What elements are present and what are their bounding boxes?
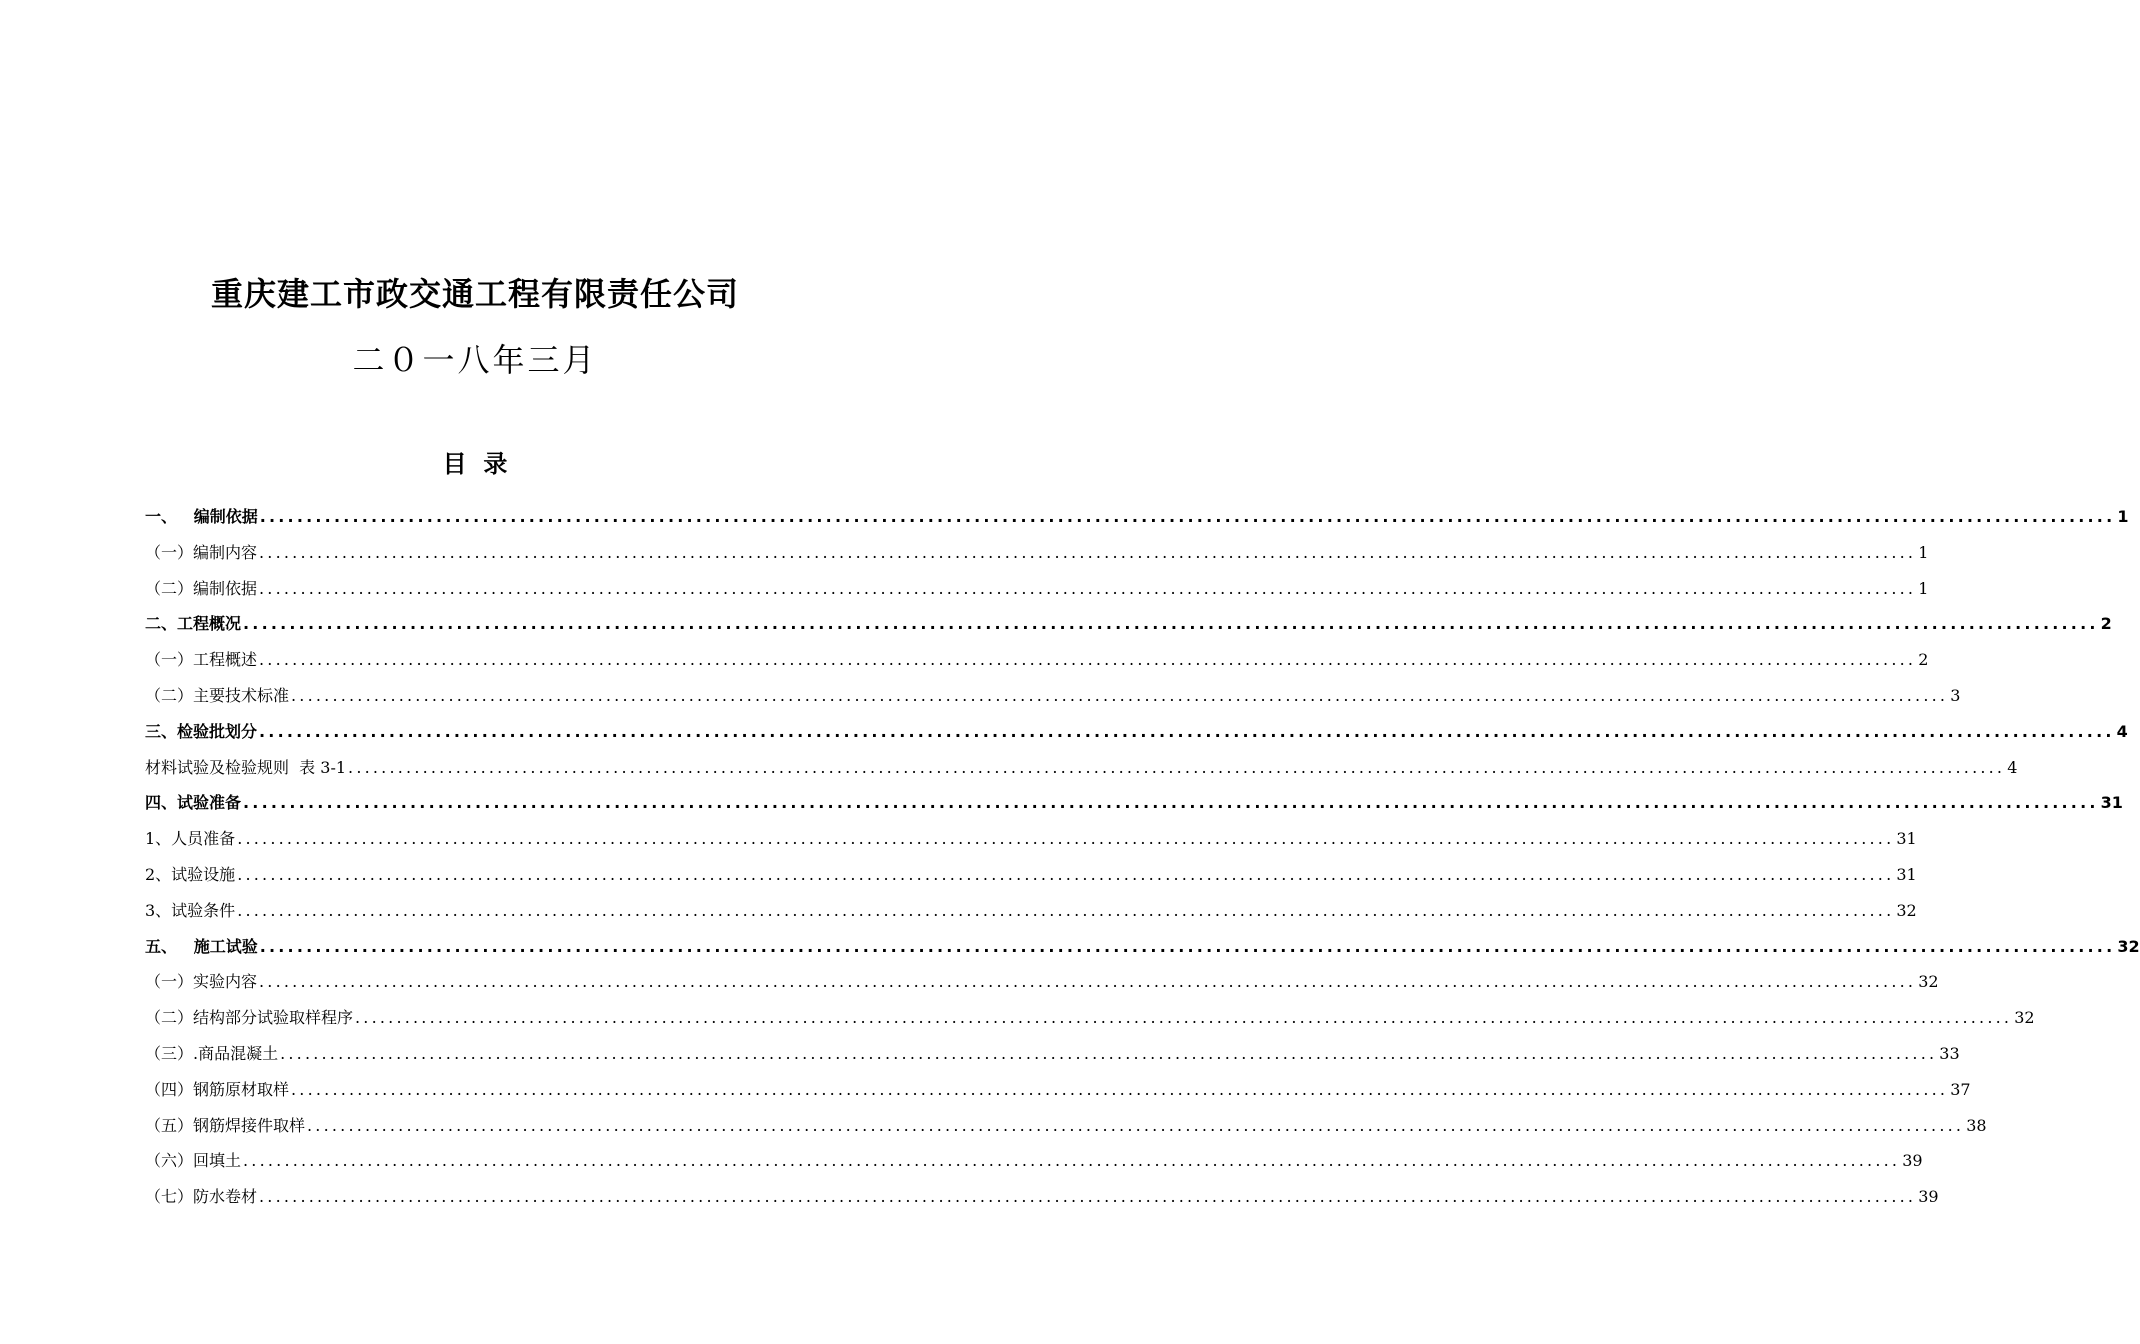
toc-dot-leader: ........................................................................................................................................................................................................ (259, 721, 2115, 741)
toc-item-label: 一、 编制依据 (145, 507, 258, 526)
toc-item[interactable] (145, 786, 2123, 822)
toc-item-label: （三）.商品混凝土 (145, 1043, 279, 1063)
toc-dot-leader: ........................................................................................................................................................................................................ (291, 685, 1949, 705)
table-of-contents (145, 500, 2140, 1216)
toc-item[interactable] (145, 894, 1917, 930)
toc-item-label: 1、人员准备 (145, 829, 236, 849)
toc-item-page: 32 (1896, 900, 1917, 920)
toc-item-page: 1 (1918, 578, 1929, 598)
toc-item-page: 2 (1918, 650, 1929, 670)
toc-item-label: （一）编制内容 (145, 542, 258, 562)
toc-item-page: 31 (2100, 793, 2123, 813)
toc-dot-leader: ........................................................................................................................................................................................................ (348, 757, 2006, 777)
toc-item-label: 3、试验条件 (145, 900, 236, 920)
toc-item-label: 三、检验批划分 (145, 721, 258, 741)
toc-item[interactable] (145, 607, 2112, 643)
toc-item[interactable] (145, 1180, 1939, 1216)
toc-dot-leader: ........................................................................................................................................................................................................ (243, 614, 2099, 634)
toc-item-page: 2 (2100, 614, 2112, 634)
toc-dot-leader: ........................................................................................................................................................................................................ (237, 829, 1895, 849)
document-date: 二０一八年三月 (352, 341, 598, 379)
toc-dot-leader: ........................................................................................................................................................................................................ (307, 1115, 1965, 1135)
toc-dot-leader: ........................................................................................................................................................................................................ (259, 650, 1917, 670)
toc-item[interactable] (145, 572, 1929, 608)
toc-dot-leader: ........................................................................................................................................................................................................ (291, 1079, 1949, 1099)
toc-title: 目 录 (442, 450, 508, 478)
toc-item-label: 材料试验及检验规则 表 3-1 (145, 757, 347, 777)
toc-item-page: 3 (1950, 685, 1961, 705)
toc-dot-leader: ........................................................................................................................................................................................................ (259, 507, 2116, 526)
toc-item[interactable] (145, 715, 2128, 751)
toc-dot-leader: ........................................................................................................................................................................................................ (259, 1187, 1917, 1207)
toc-item-label: （二）主要技术标准 (145, 685, 290, 705)
toc-item[interactable] (145, 1001, 2035, 1037)
toc-item-label: （一）工程概述 (145, 650, 258, 670)
toc-item-page: 4 (2007, 757, 2018, 777)
toc-item[interactable] (145, 1109, 1987, 1145)
toc-dot-leader: ........................................................................................................................................................................................................ (243, 793, 2099, 813)
toc-dot-leader: ........................................................................................................................................................................................................ (259, 972, 1917, 992)
toc-item[interactable] (145, 500, 2129, 536)
toc-item[interactable] (145, 679, 1961, 715)
toc-item-label: 四、试验准备 (145, 793, 242, 813)
toc-item[interactable] (145, 930, 2140, 966)
toc-item-label: （七）防水卷材 (145, 1187, 258, 1207)
toc-item[interactable] (145, 1144, 1923, 1180)
toc-dot-leader: ........................................................................................................................................................................................................ (259, 936, 2116, 956)
toc-item-label: 二、工程概况 (145, 614, 242, 634)
toc-item[interactable] (145, 1037, 1960, 1073)
toc-item-page: 37 (1950, 1079, 1971, 1099)
toc-dot-leader: ........................................................................................................................................................................................................ (237, 900, 1895, 920)
toc-item-page: 32 (2117, 936, 2140, 956)
toc-item[interactable] (145, 1073, 1971, 1109)
toc-dot-leader: ........................................................................................................................................................................................................ (259, 578, 1917, 598)
toc-item-page: 31 (1896, 864, 1917, 884)
toc-item-page: 32 (1918, 972, 1939, 992)
toc-item-label: （二）结构部分试验取样程序 (145, 1008, 354, 1028)
toc-item[interactable] (145, 965, 1939, 1001)
toc-item-label: 五、 施工试验 (145, 936, 258, 956)
toc-item-label: （二）编制依据 (145, 578, 258, 598)
toc-item-page: 39 (1918, 1187, 1939, 1207)
toc-dot-leader: ........................................................................................................................................................................................................ (280, 1043, 1938, 1063)
toc-item-label: 2、试验设施 (145, 864, 236, 884)
toc-item-label: （一）实验内容 (145, 972, 258, 992)
toc-dot-leader: ........................................................................................................................................................................................................ (259, 542, 1917, 562)
toc-item[interactable] (145, 822, 1917, 858)
toc-item[interactable] (145, 751, 2018, 787)
toc-item-page: 33 (1939, 1043, 1960, 1063)
toc-item[interactable] (145, 643, 1929, 679)
toc-item-page: 1 (2117, 507, 2129, 526)
toc-item-page: 32 (2014, 1008, 2035, 1028)
toc-item-label: （四）钢筋原材取样 (145, 1079, 290, 1099)
toc-dot-leader: ........................................................................................................................................................................................................ (243, 1151, 1901, 1171)
toc-dot-leader: ........................................................................................................................................................................................................ (237, 864, 1895, 884)
toc-item-page: 4 (2116, 721, 2128, 741)
toc-item[interactable] (145, 858, 1917, 894)
toc-item-page: 38 (1966, 1115, 1987, 1135)
toc-item-label: （五）钢筋焊接件取样 (145, 1115, 306, 1135)
toc-dot-leader: ........................................................................................................................................................................................................ (355, 1008, 2013, 1028)
toc-item-page: 1 (1918, 542, 1929, 562)
toc-item-page: 39 (1902, 1151, 1923, 1171)
toc-item-page: 31 (1896, 829, 1917, 849)
toc-item[interactable] (145, 536, 1929, 572)
company-name: 重庆建工市政交通工程有限责任公司 (210, 275, 739, 313)
toc-item-label: （六）回填土 (145, 1151, 242, 1171)
